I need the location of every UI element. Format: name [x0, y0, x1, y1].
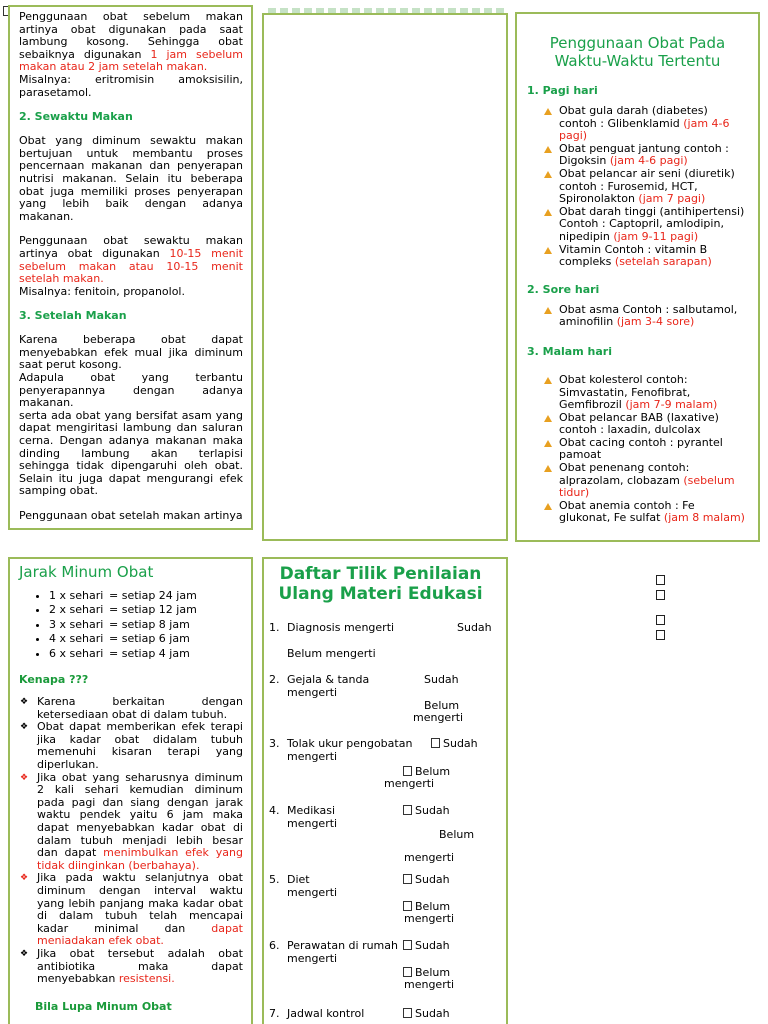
list-sore-hari — [527, 304, 748, 329]
panel-title: Daftar Tilik Penilaian Ulang Materi Edukasi — [278, 564, 483, 604]
heading-kenapa: Kenapa ??? — [19, 673, 89, 687]
checkbox-icon[interactable] — [403, 766, 412, 776]
text: Jika obat yang seharusnya diminum 2 kali sehari kemudian diminum pada pagi dan siang dengan jarak waktu pendek yaitu 6 jam maka dapat menyebabkan kadar obat di dalam tubuh menjadi lebih besar dan dapat — [37, 770, 243, 860]
checkbox-icon[interactable] — [403, 874, 412, 884]
item-number: 1. — [269, 621, 280, 634]
checklist — [269, 622, 492, 1022]
item-number: 3. — [269, 737, 280, 750]
reason-item — [37, 772, 243, 873]
item-number: 4. — [269, 804, 280, 817]
option-label: Belum — [415, 900, 451, 913]
checkbox-icon[interactable] — [403, 1008, 412, 1018]
medication-item — [559, 304, 748, 329]
option-label: Sudah — [415, 1007, 450, 1020]
text: Penggunaan obat sewaktu makan artinya obat digunakan — [19, 234, 243, 260]
reason-item: ❖ Karena berkaitan dengan ketersediaan obat di dalam tubuh. — [37, 696, 243, 721]
text: Jika pada waktu selanjutnya obat diminum dengan interval waktu yang lebih panjang maka kadar obat di dalam tubuh telah mencapai kadar minimal dan — [37, 871, 243, 935]
sudah-option[interactable] — [403, 805, 450, 818]
heading-sewaktu-makan: 2. Sewaktu Makan — [19, 110, 133, 124]
paragraph-sewaktu-makan: Obat yang diminum sewaktu makan bertujuan untuk membantu proses pencernaan makanan dan penyerapan nutrisi makanan. Selain itu beberapa obat juga memiliki proses penyerapan yang lebih baik dengan adanya makanan. — [19, 134, 243, 223]
checkbox-icon[interactable] — [403, 967, 412, 977]
highlight-text: menimbulkan efek yang tidak diinginkan (berbahaya). — [37, 846, 243, 872]
heading-bila-lupa: Bila Lupa Minum Obat — [35, 999, 172, 1013]
panel-blank — [262, 13, 508, 541]
medication-text: Obat darah tinggi (antihipertensi) Contoh : Captopril, amlodipin, nipedipin — [559, 204, 745, 243]
option-label: Sudah — [443, 737, 478, 750]
panel-waktu-tertentu — [515, 12, 760, 542]
checkbox-icon[interactable] — [403, 901, 412, 911]
item-label: Tolak ukur pengobatan mengerti — [287, 737, 413, 763]
list-malam-hari — [527, 374, 748, 525]
checkbox-icon[interactable] — [656, 630, 665, 640]
panel-jarak-minum-obat — [8, 557, 253, 1024]
item-label: Gejala & tanda mengerti — [287, 673, 370, 699]
item-number: 7. — [269, 1007, 280, 1020]
item-label: Medikasi mengerti — [287, 804, 338, 830]
heading-setelah-makan: 3. Setelah Makan — [19, 309, 127, 323]
reason-list — [19, 696, 243, 986]
text: Jika obat tersebut adalah obat antibiotika maka dapat menyebabkan — [37, 946, 243, 986]
frequency-text: 3 x sehari — [49, 617, 104, 631]
medication-text: Obat anemia contoh : Fe glukonat, Fe sulfat — [559, 498, 695, 525]
option-label: Belum — [415, 966, 451, 979]
item-label: Diet mengerti — [287, 873, 338, 899]
list-pagi-hari — [527, 105, 748, 269]
time-text: (jam 8 malam) — [663, 511, 745, 525]
frequency-text: 6 x sehari — [49, 646, 104, 660]
medication-text: Obat pelancar BAB (laxative) contoh : laxadin, dulcolax — [559, 410, 719, 437]
interval-text: = setiap 12 jam — [109, 603, 197, 617]
medication-text: Obat cacing contoh : pyrantel pamoat — [559, 435, 723, 462]
interval-text: = setiap 6 jam — [109, 632, 190, 646]
mengerti-text: mengerti — [404, 912, 455, 925]
interval-item — [49, 632, 243, 646]
belum-option[interactable]: Belum — [424, 699, 460, 712]
sudah-option[interactable]: Sudah — [424, 673, 459, 686]
paragraph-setelah-makan-2: Adapula obat yang terbantu penyerapannya dengan adanya makanan. — [19, 371, 243, 410]
interval-item — [49, 603, 243, 617]
sudah-option[interactable] — [403, 1008, 450, 1021]
checkbox-icon[interactable] — [656, 575, 665, 585]
medication-item — [559, 500, 748, 525]
interval-item — [49, 589, 243, 603]
highlight-text: 1 jam sebelum makan atau 2 jam setelah makan. — [19, 47, 243, 74]
checkbox-icon[interactable] — [403, 805, 412, 815]
medication-item — [559, 374, 748, 412]
time-text: (sebelum tidur) — [559, 473, 735, 500]
interval-list — [19, 589, 243, 661]
medication-text: Obat penenang contoh: alprazolam, clobazam — [559, 461, 690, 487]
checkbox-icon[interactable] — [403, 940, 412, 950]
paragraph-setelah-makan-usage: Penggunaan obat setelah makan artinya — [19, 509, 243, 522]
sudah-option[interactable] — [403, 874, 450, 887]
interval-item — [49, 618, 243, 632]
medication-text: Obat gula darah (diabetes) contoh : Glibenklamid — [559, 104, 708, 130]
medication-item — [559, 462, 748, 500]
heading-pagi-hari: 1. Pagi hari — [527, 84, 598, 97]
panel-waktu-makan — [8, 5, 253, 530]
time-text: (jam 7-9 malam) — [625, 398, 718, 412]
highlight-text: resistensi. — [118, 972, 175, 986]
item-number: 5. — [269, 873, 280, 886]
interval-text: = setiap 24 jam — [109, 589, 197, 602]
medication-text: Obat penguat jantung contoh : Digoksin — [559, 141, 729, 168]
time-text: (setelah sarapan) — [614, 255, 712, 269]
item-label: Perawatan di rumah mengerti — [287, 939, 398, 965]
belum-option[interactable]: Belum — [439, 828, 475, 841]
heading-malam-hari: 3. Malam hari — [527, 344, 612, 358]
time-text: (jam 4-6 pagi) — [559, 116, 730, 143]
reason-item — [37, 948, 243, 986]
checkbox-icon[interactable] — [656, 590, 665, 600]
medication-item — [559, 105, 748, 143]
item-number: 6. — [269, 939, 280, 952]
example-text: Misalnya: fenitoin, propanolol. — [19, 284, 185, 298]
option-label: Belum — [415, 765, 451, 778]
frequency-text: 1 x sehari — [49, 589, 104, 602]
medication-text: Obat asma Contoh : salbutamol, aminofilin — [559, 302, 738, 329]
time-text: (jam 4-6 pagi) — [609, 154, 688, 168]
heading-sore-hari: 2. Sore hari — [527, 282, 600, 296]
mengerti-text: mengerti — [404, 851, 455, 864]
checkbox-icon[interactable] — [431, 738, 440, 748]
medication-text: Obat kolesterol contoh: Simvastatin, Fenofibrat, Gemfibrozil — [559, 372, 691, 412]
paragraph-setelah-makan-3: serta ada obat yang bersifat asam yang dapat mengiritasi lambung dan saluran cerna. Dengan adanya makanan maka dinding lambung akan terlapisi sehingga tidak dipengaruhi oleh obat. Selain itu juga dapat mengurangi efek samping obat. — [19, 408, 243, 498]
medication-text: Obat pelancar air seni (diuretik) contoh : Furosemid, HCT, Spironolakton — [559, 166, 735, 206]
item-label: Diagnosis mengerti — [287, 621, 395, 634]
paragraph-setelah-makan-1: Karena beberapa obat dapat menyebabkan efek mual jika diminum saat perut kosong. — [19, 333, 243, 372]
text: Penggunaan obat sebelum makan artinya obat digunakan pada saat lambung kosong. Sehingga obat sebaiknya digunakan — [19, 10, 243, 61]
item-label: Jadwal kontrol — [287, 1007, 365, 1020]
mengerti-text: mengerti — [404, 978, 455, 991]
medication-item — [559, 143, 748, 168]
mengerti-text: mengerti — [413, 711, 464, 724]
highlight-text: 10-15 menit sebelum makan atau 10-15 menit setelah makan. — [19, 246, 243, 286]
medication-item — [559, 168, 748, 206]
medication-item — [559, 244, 748, 269]
option-label: Sudah — [415, 804, 450, 817]
interval-item — [49, 647, 243, 661]
highlight-text: dapat meniadakan efek obat. — [37, 921, 243, 948]
option-label: Sudah — [415, 939, 450, 952]
panel-title: Jarak Minum Obat — [19, 563, 154, 581]
example-text: Misalnya: eritromisin amoksisilin, parasetamol. — [19, 72, 243, 99]
medication-item — [559, 412, 748, 437]
checkbox-icon[interactable] — [656, 615, 665, 625]
frequency-text: 4 x sehari — [49, 632, 104, 646]
time-text: (jam 7 pagi) — [638, 192, 706, 206]
medication-item — [559, 206, 748, 244]
paragraph-sebelum-makan — [19, 11, 243, 99]
sudah-option[interactable] — [431, 738, 478, 751]
frequency-text: 2 x sehari — [49, 603, 104, 617]
sudah-option[interactable] — [403, 940, 450, 953]
interval-text: = setiap 8 jam — [109, 617, 190, 631]
option-label: Sudah — [415, 873, 450, 886]
reason-item — [37, 872, 243, 948]
panel-title: Penggunaan Obat Pada Waktu-Waktu Tertentu — [549, 34, 726, 70]
time-text: (jam 3-4 sore) — [616, 315, 695, 329]
item-number: 2. — [269, 673, 280, 686]
medication-text: Vitamin Contoh : vitamin B compleks — [559, 242, 708, 269]
medication-item — [559, 437, 748, 462]
reason-item: ❖ Obat dapat memberikan efek terapi jika kadar obat didalam tubuh memenuhi kisaran terapi yang diperlukan. — [37, 721, 243, 771]
mengerti-text: mengerti — [384, 777, 435, 790]
panel-daftar-tilik — [262, 557, 508, 1024]
sudah-option[interactable]: Sudah — [457, 621, 492, 634]
paragraph-sewaktu-makan-usage — [19, 235, 243, 298]
time-text: (jam 9-11 pagi) — [613, 229, 699, 243]
belum-option[interactable]: Belum mengerti — [287, 647, 376, 660]
interval-text: = setiap 4 jam — [109, 646, 190, 660]
